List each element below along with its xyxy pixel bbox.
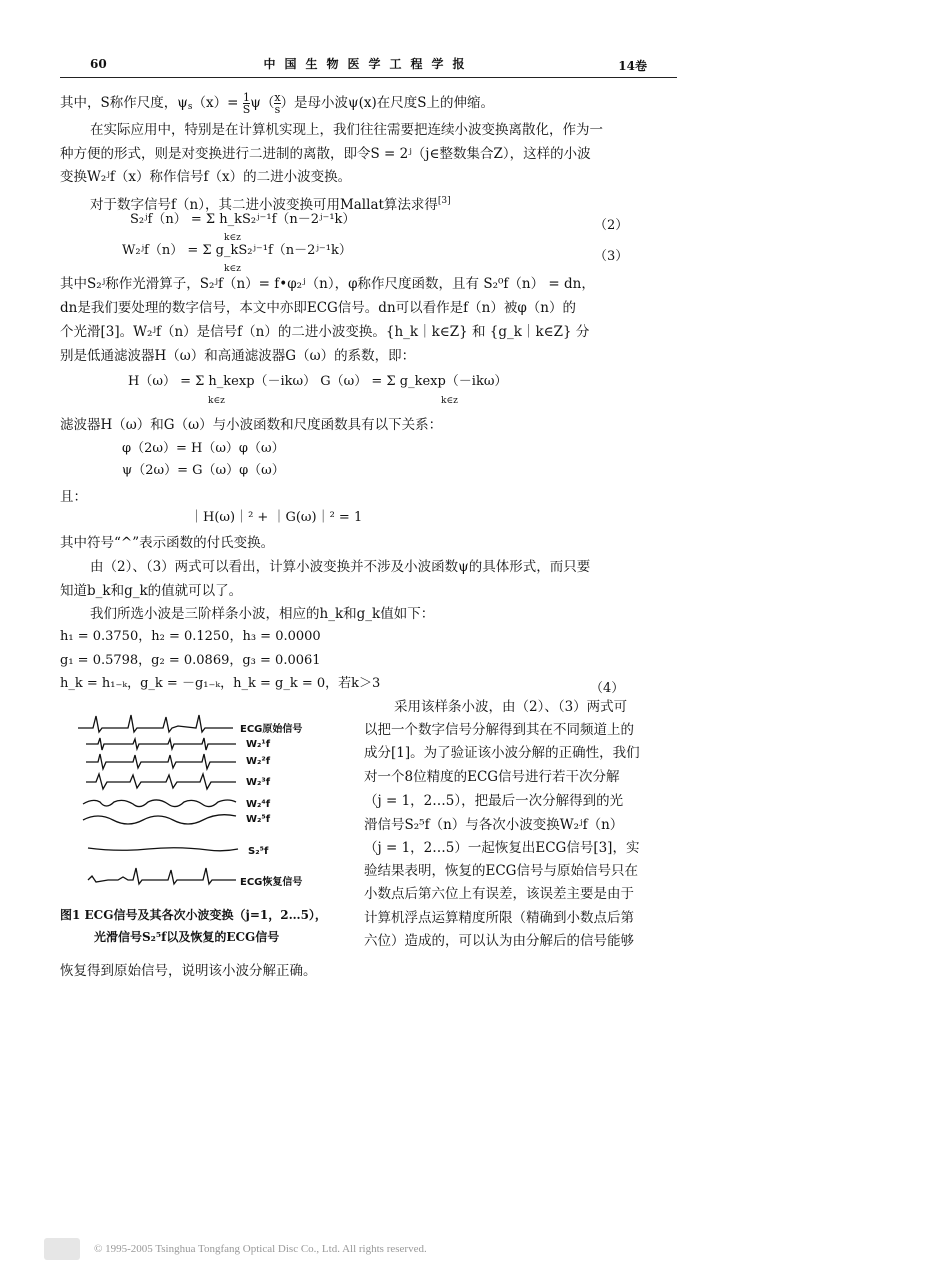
hk-relation: h_k = h₁₋ₖ，g_k = －g₁₋ₖ，h_k = g_k = 0，若k＞3 [60, 676, 381, 691]
body-line-18: 其中符号“^”表示函数的付氏变换。 [60, 535, 275, 551]
trace-s5 [88, 848, 238, 851]
text-fragment: ）是母小波ψ(x)在尺度S上的伸缩。 [280, 95, 495, 111]
text-fragment: （x）= [192, 95, 239, 111]
equation-2: S₂ʲf（n） = Σ h_kS₂ʲ⁻¹f（n－2ʲ⁻¹k） [130, 212, 356, 227]
label-w1: W₂¹f [246, 739, 271, 750]
body-line-1 [60, 92, 494, 116]
label-w2: W₂²f [246, 756, 271, 767]
right-line-8: 验结果表明，恢复的ECG信号与原始信号只在 [364, 863, 638, 879]
body-line-16: 且： [60, 489, 87, 505]
sum-subscript: k∈z [208, 396, 225, 406]
journal-title: 中国生物医学工程学报 [263, 57, 474, 71]
text-fragment: 对于数字信号f（n），其二进小波变换可用Mallat算法求得 [90, 197, 438, 213]
g-values: g₁ = 0.5798，g₂ = 0.0869，g₃ = 0.0061 [60, 653, 321, 668]
label-ecg-original: ECG原始信号 [240, 724, 303, 735]
right-line-11: 六位）造成的，可以认为由分解后的信号能够 [364, 933, 634, 949]
right-line-7: （j = 1，2…5）一起恢复出ECG信号[3]，实 [364, 840, 640, 856]
equation-norm: ｜H(ω)｜² + ｜G(ω)｜² = 1 [190, 510, 363, 525]
right-line-2: 以把一个数字信号分解得到其在不同频道上的 [364, 722, 634, 738]
label-ecg-recovered: ECG恢复信号 [240, 877, 303, 888]
equation-phi: φ（2ω）= H（ω）φ（ω） [122, 441, 285, 456]
figure-caption-line-1: 图1 ECG信号及其各次小波变换（j=1，2…5）， [60, 908, 327, 922]
denominator: S [242, 103, 251, 116]
body-line-10: 个光滑[3]。W₂ʲf（n）是信号f（n）的二进小波变换。{h_k｜k∈Z} 和 {g_k｜k∈Z} 分 [60, 324, 590, 340]
body-line-9: dn是我们要处理的数字信号，本文中亦即ECG信号。dn可以看作是f（n）被φ（n）的 [60, 300, 576, 316]
body-line-13: 滤波器H（ω）和G（ω）与小波函数和尺度函数具有以下关系： [60, 417, 443, 433]
figure-caption-line-2: 光滑信号S₂⁵f以及恢复的ECG信号 [94, 930, 280, 944]
body-line-3: 种方便的形式，则是对变换进行二进制的离散，即令S = 2ʲ（j∈整数集合Z），这样的小波 [60, 146, 591, 162]
equation-number-3: （3） [594, 249, 629, 264]
trace-w2 [86, 754, 236, 769]
h-values: h₁ = 0.3750，h₂ = 0.1250，h₃ = 0.0000 [60, 629, 321, 644]
body-line-11: 别是低通滤波器H（ω）和高通滤波器G（ω）的系数，即： [60, 348, 416, 364]
body-line-19: 由（2）、（3）两式可以看出，计算小波变换并不涉及小波函数ψ的具体形式，而只要 [90, 559, 591, 575]
body-line-8: 其中S₂ʲ称作光滑算子，S₂ʲf（n）= f•φ₂ʲ（n），φ称作尺度函数，且有 S₂⁰f（n） = dn， [60, 276, 595, 292]
denominator: s [274, 103, 281, 116]
right-line-6: 滑信号S₂⁵f（n）与各次小波变换W₂ʲf（n） [364, 817, 624, 833]
subscript: s [187, 102, 193, 112]
label-w3: W₂³f [246, 777, 271, 788]
right-line-3: 成分[1]。为了验证该小波分解的正确性，我们 [364, 745, 640, 761]
body-line-last: 恢复得到原始信号，说明该小波分解正确。 [60, 963, 317, 979]
label-w4: W₂⁴f [246, 799, 271, 810]
right-line-9: 小数点后第六位上有误差，该误差主要是由于 [364, 886, 634, 902]
right-line-10: 计算机浮点运算精度所限（精确到小数点后第 [364, 910, 634, 926]
body-line-2: 在实际应用中，特别是在计算机实现上，我们往往需要把连续小波变换离散化，作为一 [90, 122, 603, 138]
body-line-20: 知道b_k和g_k的值就可以了。 [60, 583, 243, 599]
trace-ecg-recovered [88, 868, 236, 884]
right-line-1: 采用该样条小波，由（2）、（3）两式可 [394, 699, 628, 715]
right-line-4: 对一个8位精度的ECG信号进行若干次分解 [364, 769, 620, 785]
trace-w4 [83, 800, 236, 807]
trace-w1 [86, 738, 236, 750]
citation-ref: [3] [437, 196, 451, 206]
equation-number-2: （2） [594, 218, 629, 233]
trace-w3 [86, 774, 236, 789]
label-s5: S₂⁵f [248, 846, 269, 857]
page-number: 60 [90, 57, 107, 71]
sum-subscript: k∈z [224, 264, 241, 274]
trace-ecg-original [78, 715, 233, 732]
text-fragment: 其中，S称作尺度，ψ [60, 95, 188, 111]
equation-3: W₂ʲf（n） = Σ g_kS₂ʲ⁻¹f（n－2ʲ⁻¹k） [122, 243, 352, 258]
label-w5: W₂⁵f [246, 814, 271, 825]
ecg-wavelet-figure [78, 712, 358, 892]
trace-w5 [83, 815, 236, 824]
equation-number-4: （4） [590, 681, 625, 696]
running-header [60, 55, 677, 78]
sum-subscript: k∈z [441, 396, 458, 406]
publisher-logo [44, 1238, 80, 1260]
volume-label: 14卷 [618, 59, 647, 73]
equation-filters: H（ω） = Σ h_kexp（－ikω） G（ω） = Σ g_kexp（－ikω） [128, 374, 508, 389]
numerator: 1 [242, 91, 250, 104]
numerator: x [274, 91, 281, 104]
body-line-21: 我们所选小波是三阶样条小波，相应的h_k和g_k值如下： [90, 606, 435, 622]
body-line-4: 变换W₂ʲf（x）称作信号f（x）的二进小波变换。 [60, 169, 352, 185]
sum-subscript: k∈z [224, 233, 241, 243]
right-line-5: （j = 1，2…5），把最后一次分解得到的光 [364, 793, 624, 809]
text-fragment: ψ（ [250, 95, 275, 111]
copyright-footer: © 1995-2005 Tsinghua Tongfang Optical Disc Co., Ltd. All rights reserved. [94, 1243, 427, 1255]
equation-psi: ψ（2ω）= G（ω）φ（ω） [122, 463, 285, 478]
